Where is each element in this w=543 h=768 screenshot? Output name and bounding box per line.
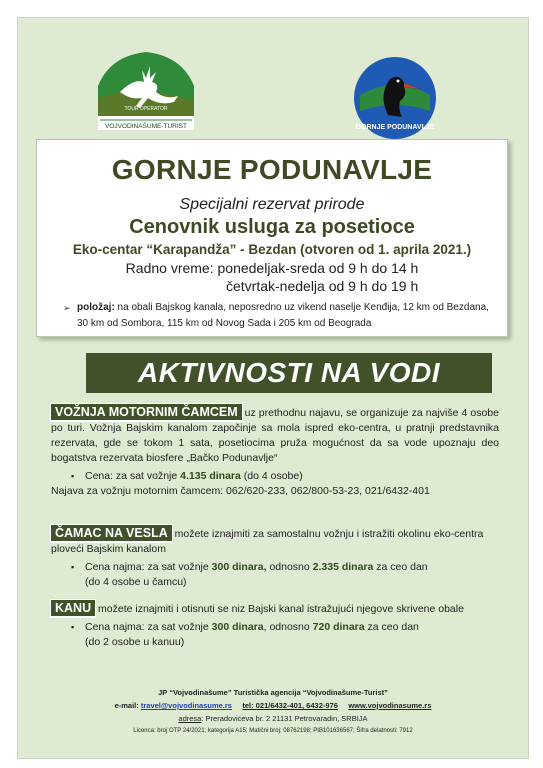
canoe-description: možete iznajmiti i otisnuti se niz Bajski kanal istražujući njegove skrivene obale <box>95 603 464 615</box>
website-link[interactable]: www.vojvodinasume.rs <box>348 701 432 710</box>
location-text: na obali Bajskog kanala, neposredno uz vikend naselje Kenđija, 12 km od Bezdana, 30 km od Sombora, 115 km od Novog Sada i 205 km od Beograda <box>77 302 489 329</box>
gornje-podunavlje-logo <box>350 55 440 141</box>
stork-logo-icon <box>350 55 440 141</box>
footer-address: adresa: Preradovićeva br. 2 21131 Petrovaradin, SRBIJA <box>178 714 368 723</box>
rowboat-price: ▪ Cena najma: za sat vožnje 300 dinara, odnosno 2.335 dinara za ceo dan <box>51 560 499 575</box>
deer-logo-icon <box>90 48 202 132</box>
activities-banner: AKTIVNOSTI NA VODI <box>86 353 492 393</box>
canoe-price: ▪ Cena najma: za sat vožnje 300 dinara, odnosno 720 dinara za ceo dan <box>51 620 499 635</box>
subtitle: Specijalni rezervat prirode <box>179 196 365 213</box>
footer-license: Licenca: broj OTP 24/2021; kategorija A15; Matični broj: 08762198; PIB101636567; Šifra delatnosti: 7912 <box>133 728 413 734</box>
motorboat-description: uz prethodnu najavu, se organizuje za najviše 4 osobe po turi. Vožnja Bajskim kanalom započinje sa mola ispred eko-centra, u pratnji predstavnika rezervata, gde se tokom 1 sata, posetiocima pruža mogućnost da sa vode upoznaju deo bogatstva rezervata biosfere „Bačko Podunavlje“ <box>51 407 499 464</box>
motorboat-contact: Najava za vožnju motornim čamcem: 062/620-233, 062/800-53-23, 021/6432-401 <box>51 485 430 497</box>
canoe-section <box>51 600 499 650</box>
header-box <box>36 139 508 337</box>
price-list-heading: Cenovnik usluga za posetioce <box>129 216 415 238</box>
motorboat-label: VOŽNJA MOTORNIM ČAMCEM <box>51 404 242 421</box>
email-link[interactable]: travel@vojvodinasume.rs <box>140 701 232 710</box>
page-title: GORNJE PODUNAVLJE <box>111 154 433 185</box>
rowboat-label: ČAMAC NA VESLA <box>51 525 172 542</box>
phone-numbers: tel: 021/6432-401, 6432-976 <box>242 701 338 710</box>
rowboat-description: možete iznajmiti za samostalnu vožnju i istražiti okolinu eko-centra ploveći Bajskim kanalom <box>51 528 484 555</box>
canoe-note: (do 2 osobe u kanuu) <box>85 636 185 648</box>
footer-organization: JP “Vojvodinašume” Turistička agencija “Vojvodinašume-Turist” <box>158 688 388 697</box>
working-hours-weekend: četvrtak-nedelja od 9 h do 19 h <box>226 278 419 294</box>
location-info <box>63 300 497 332</box>
motorboat-section <box>51 404 499 499</box>
vojvodinasume-turist-logo <box>90 48 202 132</box>
rowboat-section <box>51 525 499 590</box>
rowboat-note: (do 4 osobe u čamcu) <box>85 576 187 588</box>
logo-bottom-text: VOJVODINAŠUME-TURIST <box>105 123 187 130</box>
flyer-page <box>17 17 529 759</box>
working-hours-weekdays: Radno vreme: ponedeljak-sreda od 9 h do 14 h <box>125 260 419 276</box>
footer-contacts: e-mail: travel@vojvodinasume.rs tel: 021/6432-401, 6432-976 www.vojvodinasume.rs <box>114 701 432 710</box>
location-label: položaj: <box>77 302 115 313</box>
logo-top-text: TOUR OPERATOR <box>124 106 168 112</box>
canoe-label: KANU <box>51 600 95 617</box>
motorboat-price: ▪ Cena: za sat vožnje 4.135 dinara (do 4 osobe) <box>51 469 499 484</box>
arrow-bullet-icon: ➢ <box>63 303 71 313</box>
eco-center-line: Eko-centar “Karapandža” - Bezdan (otvoren od 1. aprila 2021.) <box>72 242 472 257</box>
logo-ring-text: GORNJE PODUNAVLJE <box>355 124 435 131</box>
